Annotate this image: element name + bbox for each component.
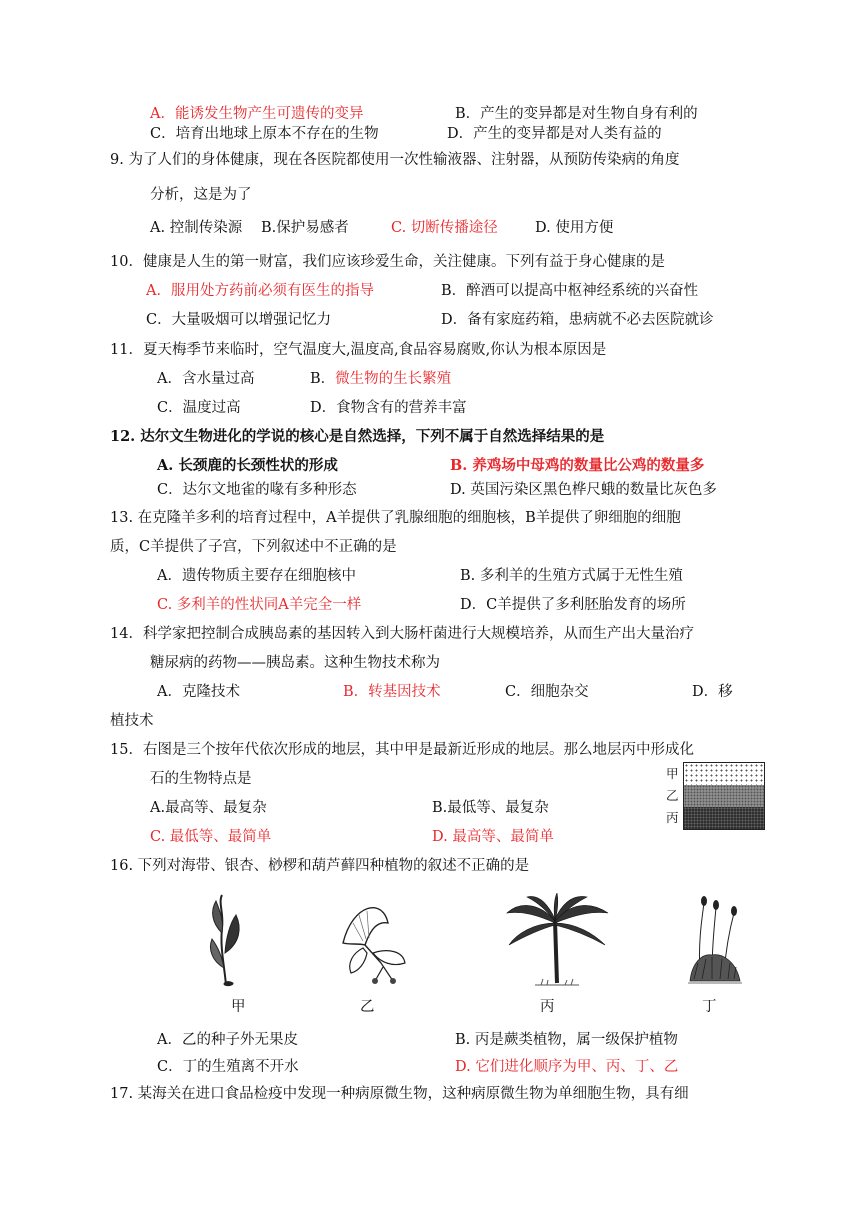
q10-option-a: A．服用处方药前必须有医生的指导 — [146, 283, 374, 299]
q9-option-a: A. 控制传染源 — [150, 220, 243, 236]
stratum-label-bing: 丙 — [666, 810, 679, 825]
q10-stem: 10．健康是人生的第一财富，我们应该珍爱生命，关注健康。下列有益于身心健康的是 — [110, 254, 665, 270]
q9-option-b: B.保护易感者 — [261, 220, 349, 236]
stratum-jia — [684, 763, 764, 786]
q10-option-c: C．大量吸烟可以增强记忆力 — [146, 312, 332, 328]
q9-option-d: D. 使用方便 — [535, 220, 614, 236]
q14-option-c: C．细胞杂交 — [505, 684, 589, 700]
q16-stem: 16. 下列对海带、银杏、桫椤和葫芦藓四种植物的叙述不正确的是 — [110, 858, 530, 874]
stratum-label-yi: 乙 — [666, 788, 679, 803]
q15-stem-line2: 石的生物特点是 — [150, 771, 252, 787]
q11-stem: 11．夏天梅季节来临时，空气温度大,温度高,食品容易腐败,你认为根本原因是 — [110, 342, 607, 358]
q9-option-c: C. 切断传播途径 — [391, 220, 498, 236]
q16-option-b: B. 丙是蕨类植物，属一级保护植物 — [455, 1032, 678, 1048]
q13-option-d: D．C羊提供了多利胚胎发育的场所 — [460, 597, 686, 613]
q17-stem: 17. 某海关在进口食品检疫中发现一种病原微生物，这种病原微生物为单细胞生物，具有细 — [110, 1086, 689, 1102]
q14-stem-line2: 糖尿病的药物——胰岛素。这种生物技术称为 — [150, 655, 440, 671]
q9-stem-line1: 9. 为了人们的身体健康，现在各医院都使用一次性输液器、注射器，从预防传染病的角度 — [110, 152, 680, 168]
q16-option-c: C．丁的生殖离不开水 — [157, 1059, 299, 1075]
q14-option-b: B．转基因技术 — [343, 684, 441, 700]
q14-option-a: A．克隆技术 — [157, 684, 240, 700]
q14-option-d-continued: 植技术 — [110, 713, 154, 729]
q12-option-d: D. 英国污染区黑色桦尺蛾的数量比灰色多 — [450, 482, 717, 498]
q15-option-c: C. 最低等、最简单 — [150, 829, 272, 845]
stratum-yi — [684, 785, 764, 808]
q12-option-b: B. 养鸡场中母鸡的数量比公鸡的数量多 — [450, 457, 705, 474]
q15-option-d: D. 最高等、最简单 — [432, 829, 554, 845]
kelp-illustration — [200, 893, 260, 988]
q11-option-a: A．含水量过高 — [157, 371, 255, 387]
plant-label-ding: 丁 — [702, 999, 717, 1015]
ginkgo-illustration — [333, 893, 413, 988]
plant-label-jia: 甲 — [231, 999, 246, 1015]
tree-fern-illustration — [505, 893, 610, 988]
plant-label-bing: 丙 — [540, 999, 555, 1015]
stratum-bing — [684, 807, 764, 829]
q9-stem-line2: 分析，这是为了 — [150, 187, 252, 203]
q8-option-d: D．产生的变异都是对人类有益的 — [447, 126, 662, 142]
q15-option-a: A.最高等、最复杂 — [150, 800, 267, 816]
q16-option-a: A．乙的种子外无果皮 — [157, 1032, 298, 1048]
q15-stem-line1: 15．右图是三个按年代依次形成的地层，其中甲是最新近形成的地层。那么地层丙中形成化 — [110, 742, 694, 758]
q8-option-b: B．产生的变异都是对生物自身有利的 — [455, 106, 698, 122]
q15-option-b: B.最低等、最复杂 — [432, 800, 549, 816]
stratum-label-jia: 甲 — [666, 766, 679, 781]
q13-option-a: A．遗传物质主要存在细胞核中 — [157, 568, 356, 584]
q13-option-b: B. 多利羊的生殖方式属于无性生殖 — [460, 568, 683, 584]
q13-stem-line1: 13. 在克隆羊多利的培育过程中，A羊提供了乳腺细胞的细胞核，B羊提供了卵细胞的细胞 — [110, 510, 681, 526]
moss-illustration — [682, 893, 747, 988]
q13-stem-line2: 质，C羊提供了子宫，下列叙述中不正确的是 — [110, 539, 397, 555]
strata-diagram — [683, 762, 765, 830]
q13-option-c: C. 多利羊的性状同A羊完全一样 — [157, 597, 362, 613]
q11-option-d: D．食物含有的营养丰富 — [310, 400, 467, 416]
q12-stem: 12. 达尔文生物进化的学说的核心是自然选择，下列不属于自然选择结果的是 — [110, 428, 605, 445]
q11-option-c: C．温度过高 — [157, 400, 241, 416]
plant-label-yi: 乙 — [360, 999, 375, 1015]
q14-stem-line1: 14．科学家把控制合成胰岛素的基因转入到大肠杆菌进行大规模培养，从而生产出大量治疗 — [110, 626, 694, 642]
q11-option-b: B．微生物的生长繁殖 — [310, 371, 452, 387]
q8-option-a: A．能诱发生物产生可遗传的变异 — [150, 106, 364, 122]
q16-option-d: D. 它们进化顺序为甲、丙、丁、乙 — [455, 1059, 679, 1075]
q8-option-c: C．培育出地球上原本不存在的生物 — [150, 126, 379, 142]
q14-option-d: D．移 — [692, 684, 733, 700]
q10-option-d: D．备有家庭药箱，患病就不必去医院就诊 — [441, 312, 714, 328]
q12-option-c: C．达尔文地雀的喙有多种形态 — [157, 482, 357, 498]
q10-option-b: B．醉酒可以提高中枢神经系统的兴奋性 — [441, 283, 699, 299]
q12-option-a: A. 长颈鹿的长颈性状的形成 — [157, 457, 338, 474]
